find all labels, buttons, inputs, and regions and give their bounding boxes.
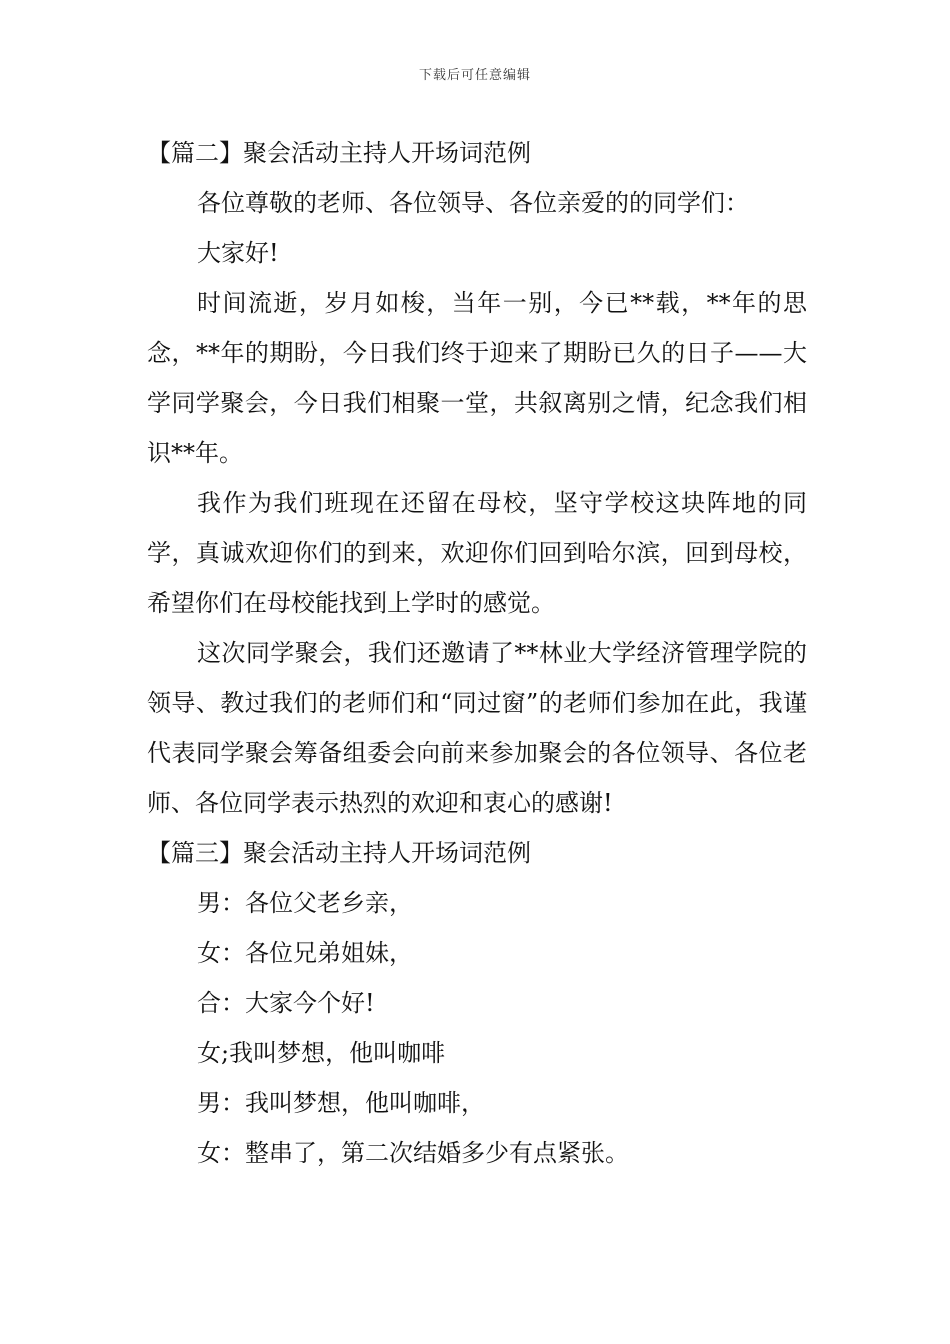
section-3-line-1: 男：各位父老乡亲， — [197, 889, 413, 917]
section-2-greeting: 各位尊敬的老师、各位领导、各位亲爱的的同学们： — [197, 189, 749, 217]
section-2-title: 【篇二】聚会活动主持人开场词范例 — [147, 139, 531, 167]
section-3-line-3: 合：大家今个好! — [197, 989, 375, 1017]
section-2-paragraph-1: 时间流逝，岁月如梭，当年一别，今已**载，**年的思念，**年的期盼，今日我们终于迎来了期盼已久的日子——大学同学聚会，今日我们相聚一堂，共叙离别之情，纪念我们相识**年。 — [147, 289, 807, 467]
section-2-paragraph-2: 我作为我们班现在还留在母校，坚守学校这块阵地的同学，真诚欢迎你们的到来，欢迎你们回到哈尔滨，回到母校，希望你们在母校能找到上学时的感觉。 — [147, 489, 807, 617]
section-3-line-5: 男：我叫梦想，他叫咖啡， — [197, 1089, 485, 1117]
section-3-title: 【篇三】聚会活动主持人开场词范例 — [147, 839, 531, 867]
section-3-line-2: 女：各位兄弟姐妹， — [197, 939, 413, 967]
section-3-line-6: 女：整串了，第二次结婚多少有点紧张。 — [197, 1139, 629, 1167]
document-body — [147, 128, 807, 1178]
section-3-line-4: 女;我叫梦想，他叫咖啡 — [197, 1039, 446, 1067]
header-note: 下载后可任意编辑 — [418, 68, 531, 83]
section-2-paragraph-3: 这次同学聚会，我们还邀请了**林业大学经济管理学院的领导、教过我们的老师们和“同过窗”的老师们参加在此，我谨代表同学聚会筹备组委会向前来参加聚会的各位领导、各位老师、各位同学表示热烈的欢迎和衷心的感谢! — [147, 639, 807, 817]
section-2-hello: 大家好! — [197, 239, 279, 267]
